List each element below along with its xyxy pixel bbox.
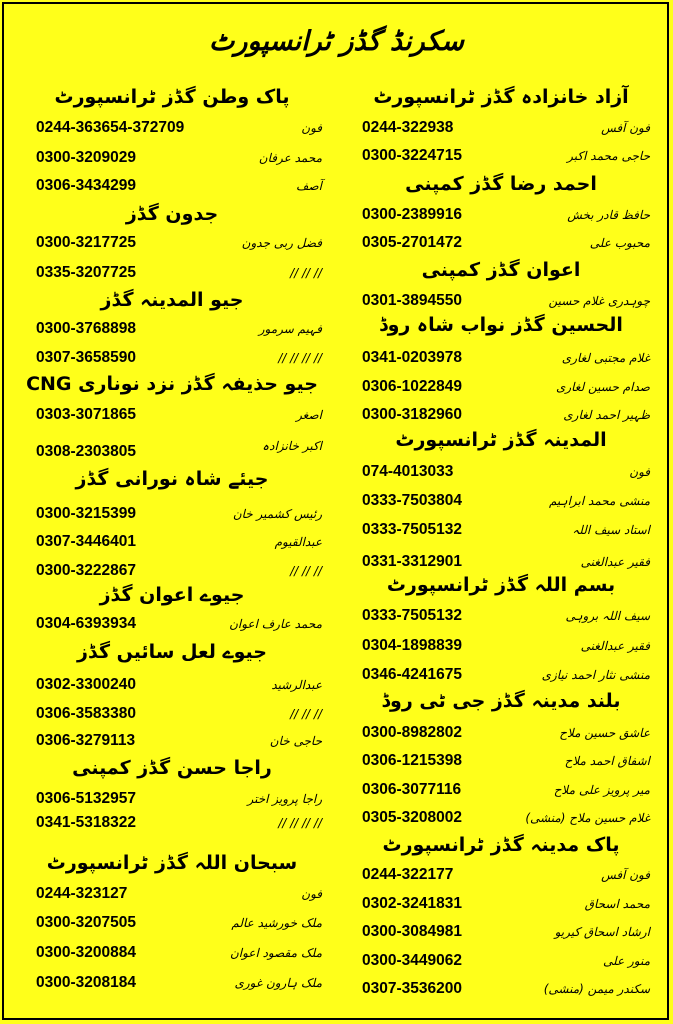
contact-name: منشی نثار احمد نیازی	[541, 668, 650, 682]
contact-name: عبدالرشید	[271, 678, 322, 692]
contact-name: محبوب علی	[589, 236, 650, 250]
contact-name: منور علی	[603, 954, 650, 968]
contact-name: غلام مجتبی لغاری	[561, 351, 650, 365]
phone-number: 0304-6393934	[36, 615, 136, 632]
phone-number: 0306-3583380	[36, 705, 136, 722]
phone-number: 0305-3208002	[362, 809, 462, 826]
contact-name: // // //	[290, 707, 322, 721]
phone-number: 0341-5318322	[36, 814, 136, 831]
phone-number: 0300-3084981	[362, 923, 462, 940]
contact-name: عبدالقیوم	[274, 535, 322, 549]
company-heading: اعوان گڈز کمپنی	[421, 259, 581, 281]
phone-number: 0302-3300240	[36, 676, 136, 693]
contact-name: سیف اللہ بروہی	[565, 609, 650, 623]
phone-number: 0306-3077116	[362, 781, 462, 798]
phone-number: 0305-2701472	[362, 234, 462, 251]
company-heading: پاک مدینہ گڈز ٹرانسپورٹ	[382, 834, 620, 856]
contact-name: چوہدری غلام حسین	[548, 294, 650, 308]
page-title: سکرنڈ گڈز ٹرانسپورٹ	[208, 26, 465, 57]
contact-name: فقیر عبدالغنی	[580, 639, 650, 653]
phone-number: 0307-3536200	[362, 980, 462, 997]
phone-number: 0300-3182960	[362, 406, 462, 423]
phone-number: 0300-3768898	[36, 320, 136, 337]
contact-name: حافظ قادر بخش	[567, 208, 650, 222]
contact-name: غلام حسین ملاح (منشی)	[525, 811, 650, 825]
phone-number: 0307-3446401	[36, 533, 136, 550]
company-heading: جیوے لعل سائیں گڈز	[77, 641, 267, 663]
phone-number: 0331-3312901	[362, 553, 462, 570]
contact-name: سکندر میمن (منشی)	[543, 982, 650, 996]
phone-number: 0244-322938	[362, 119, 454, 136]
contact-name: فقیر عبدالغنی	[580, 555, 650, 569]
contact-name: فون آفس	[601, 121, 650, 135]
phone-number: 0333-7505132	[362, 607, 462, 624]
phone-number: 0346-4241675	[362, 666, 462, 683]
phone-number: 0335-3207725	[36, 264, 136, 281]
contact-name: صدام حسین لغاری	[555, 380, 650, 394]
contact-name: اکبر خانزادہ	[262, 439, 322, 453]
phone-number: 0300-3208184	[36, 974, 136, 991]
phone-number: 074-4013033	[362, 463, 454, 480]
contact-name: // // // //	[278, 816, 322, 830]
phone-number: 0300-3200884	[36, 944, 136, 961]
contact-name: فون آفس	[601, 868, 650, 882]
contact-name: عاشق حسین ملاح	[559, 726, 650, 740]
contact-name: فون	[301, 121, 322, 135]
company-heading: جیو المدینہ گڈز	[100, 289, 244, 311]
phone-number: 0306-5132957	[36, 790, 136, 807]
company-heading: بسم اللہ گڈز ٹرانسپورٹ	[386, 574, 616, 596]
company-heading: جیو حذیفہ گڈز نزد نوناری CNG	[26, 373, 318, 395]
company-heading: سبحان اللہ گڈز ٹرانسپورٹ	[46, 852, 298, 874]
phone-number: 0244-322177	[362, 866, 454, 883]
contact-name: ملک مقصود اعوان	[229, 946, 322, 960]
contact-name: محمد عرفان	[258, 151, 322, 165]
contact-name: // // //	[290, 266, 322, 280]
contact-name: // // // //	[278, 351, 322, 365]
contact-name: رئیس کشمیر خان	[232, 507, 322, 521]
contact-name: راجا پرویز اختر	[247, 792, 322, 806]
phone-number: 0300-2389916	[362, 206, 462, 223]
phone-number: 0341-0203978	[362, 349, 462, 366]
contact-name: فضل ربی جدون	[241, 236, 322, 250]
contact-name: استاد سیف اللہ	[572, 523, 650, 537]
contact-name: ارشاد اسحاق کیریو	[554, 925, 650, 939]
contact-name: ملک ہارون غوری	[234, 976, 322, 990]
company-heading: بلند مدینہ گڈز جی ٹی روڈ	[381, 690, 621, 712]
phone-number: 0244-323127	[36, 885, 128, 902]
phone-number: 0303-3071865	[36, 406, 136, 423]
phone-number: 0300-3209029	[36, 149, 136, 166]
phone-number: 0302-3241831	[362, 895, 462, 912]
contact-name: محمد اسحاق	[584, 897, 650, 911]
phone-number: 0307-3658590	[36, 349, 136, 366]
phone-number: 0308-2303805	[36, 443, 136, 460]
company-heading: المدینہ گڈز ٹرانسپورٹ	[395, 429, 607, 451]
phone-number: 0306-1022849	[362, 378, 462, 395]
contact-name: اصغر	[296, 408, 322, 422]
contact-name: فون	[629, 465, 650, 479]
phone-number: 0306-3434299	[36, 177, 136, 194]
phone-number: 0333-7503804	[362, 492, 462, 509]
phone-number: 0300-3217725	[36, 234, 136, 251]
company-heading: احمد رضا گڈز کمپنی	[405, 173, 597, 195]
phone-number: 0301-3894550	[362, 292, 462, 309]
phone-number: 0300-3449062	[362, 952, 462, 969]
contact-name: حاجی محمد اکبر	[567, 149, 650, 163]
phone-number: 0300-3215399	[36, 505, 136, 522]
contact-name: فہیم سرمور	[258, 322, 322, 336]
company-heading: الحسین گڈز نواب شاہ روڈ	[379, 314, 623, 336]
phone-number: 0304-1898839	[362, 637, 462, 654]
contact-name: فون	[301, 887, 322, 901]
company-heading: آزاد خانزادہ گڈز ٹرانسپورٹ	[373, 86, 629, 108]
contact-name: میر پرویز علی ملاح	[553, 783, 650, 797]
company-heading: راجا حسن گڈز کمپنی	[72, 757, 272, 779]
company-heading: جیئے شاہ نورانی گڈز	[75, 468, 269, 490]
phone-number: 0300-3224715	[362, 147, 462, 164]
phone-number: 0300-3222867	[36, 562, 136, 579]
company-heading: پاک وطن گڈز ٹرانسپورٹ	[54, 86, 290, 108]
contact-name: // // //	[290, 564, 322, 578]
contact-name: حاجی خان	[269, 734, 322, 748]
company-heading: جیوے اعوان گڈز	[99, 584, 245, 606]
phone-number: 0300-3207505	[36, 914, 136, 931]
contact-name: ملک خورشید عالم	[231, 916, 322, 930]
contact-name: اشفاق احمد ملاح	[564, 754, 650, 768]
contact-name: محمد عارف اعوان	[229, 617, 322, 631]
contact-name: آصف	[296, 179, 322, 193]
phone-number: 0306-1215398	[362, 752, 462, 769]
company-heading: جدون گڈز	[125, 203, 219, 225]
phone-number: 0300-8982802	[362, 724, 462, 741]
contact-name: ظہیر احمد لغاری	[563, 408, 650, 422]
contact-name: منشی محمد ابراہیم	[548, 494, 650, 508]
phone-number: 0333-7505132	[362, 521, 462, 538]
phone-number: 0306-3279113	[36, 732, 136, 749]
phone-number: 0244-363654-372709	[36, 119, 185, 136]
